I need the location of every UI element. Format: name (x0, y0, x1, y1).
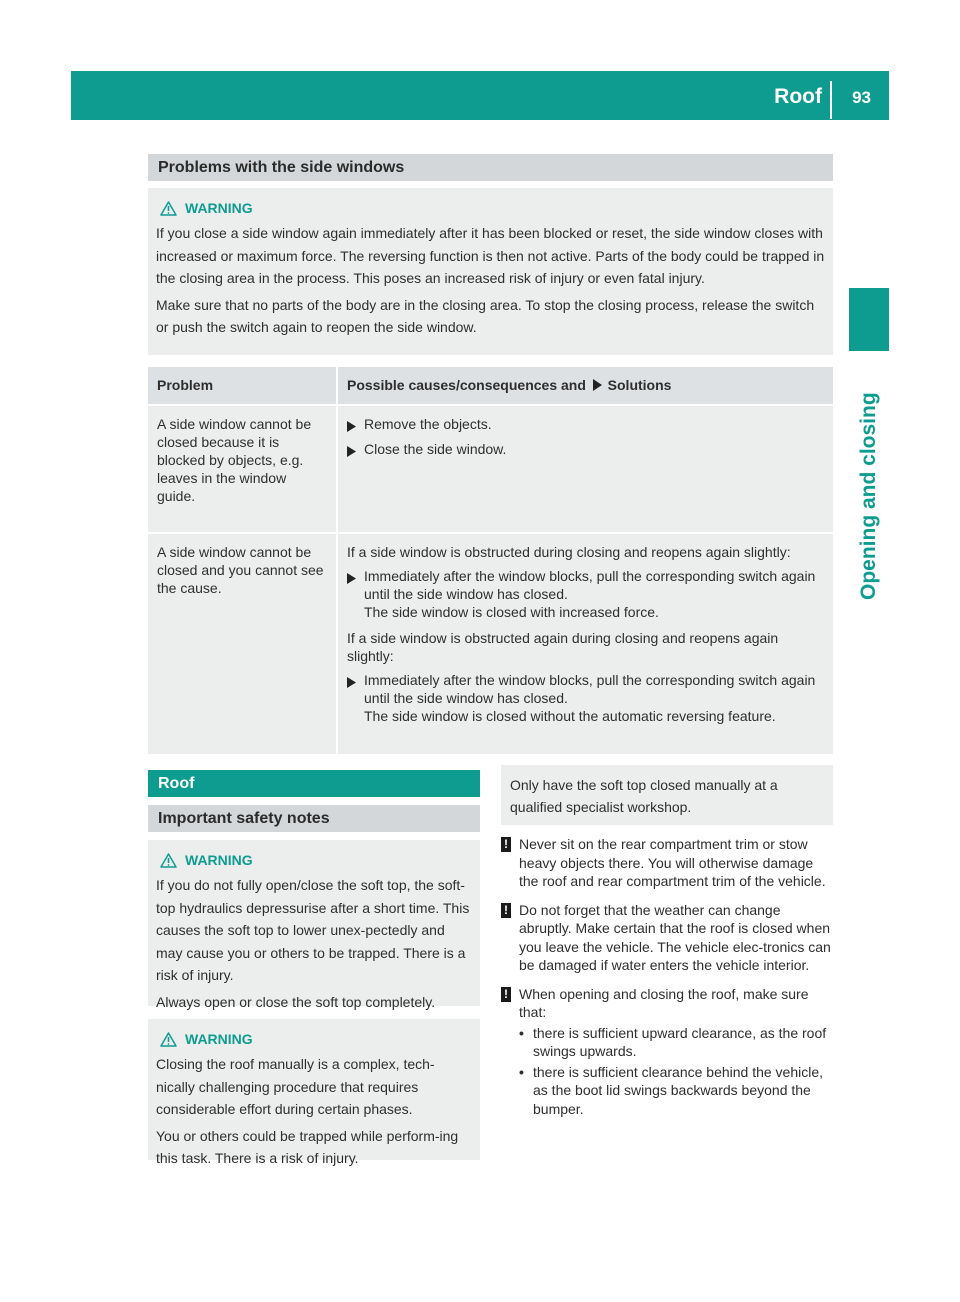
warning-label: WARNING (185, 200, 253, 216)
exclamation-icon: ! (501, 903, 511, 918)
action-arrow-icon (347, 446, 356, 457)
caution-note: ! Never sit on the rear compartment trim or stow heavy objects there. You will otherwise damage the roof and rear compartment trim of the vehicle. (501, 835, 833, 891)
action-arrow-icon (347, 573, 356, 584)
table-row (148, 534, 833, 756)
action-arrow-icon (592, 379, 602, 391)
problem-cell: A side window cannot be closed because it is blocked by objects, e.g. leaves in the window guide. (148, 406, 336, 534)
warning-instruction: Always open or close the soft top completely. (156, 993, 436, 1010)
action-step: Immediately after the window blocks, pull the corresponding switch again until the side window has closed. The side window is closed with increased force. (347, 567, 825, 621)
warning-instruction: Make sure that no parts of the body are in the closing area. To stop the closing process, release the switch or push the switch again to reopen the side window. (156, 296, 815, 335)
page-header-bar (71, 71, 889, 120)
solution-cell (336, 406, 833, 534)
result-text: The side window is closed with increased force. (364, 604, 659, 620)
table-header-row (148, 367, 833, 406)
page-number: 93 (852, 88, 871, 107)
exclamation-icon: ! (501, 837, 511, 852)
list-item: • there is sufficient clearance behind the vehicle, as the boot lid swings backwards beyond the bumper. (519, 1063, 824, 1117)
problem-cell: A side window cannot be closed and you cannot see the cause. (148, 534, 336, 756)
soft-top-warning (148, 840, 480, 1010)
table-row (148, 406, 833, 534)
action-step: Close the side window. (347, 440, 825, 461)
warning-text: If you do not fully open/close the soft top, the soft-top hydraulics depressurise after a short time. This causes the soft top to lower unex-pectedly and may cause you or others to be trapped. There is a risk of injury. (156, 877, 470, 983)
caution-note: ! Do not forget that the weather can change abruptly. Make certain that the roof is closed when you leave the vehicle. The vehicle elec-tronics can be damaged if water enters the vehicle interior. (501, 901, 833, 975)
problem-solution-table (148, 367, 833, 756)
side-windows-heading: Problems with the side windows (148, 154, 833, 181)
action-arrow-icon (347, 677, 356, 688)
warning-title (160, 850, 472, 870)
roof-notes-column (501, 765, 833, 1118)
section-title: Roof (774, 85, 822, 108)
warning-triangle-icon (160, 201, 177, 216)
side-windows-warning (148, 188, 833, 355)
exclamation-icon: ! (501, 987, 511, 1002)
header-divider (830, 81, 832, 119)
warning-triangle-icon (160, 1032, 177, 1047)
caution-note: ! When opening and closing the roof, make sure that: • there is sufficient upward clearance, as the roof swings upwards. • there is sufficient clearance behind the vehicle, as the boot lid swings backwards beyond the bumper. (501, 985, 833, 1119)
manual-close-warning (148, 1019, 480, 1166)
warning-label: WARNING (185, 1031, 253, 1047)
warning-triangle-icon (160, 853, 177, 868)
action-step: Immediately after the window blocks, pull the corresponding switch again until the side window has closed. The side window is closed without the automatic reversing feature. (347, 671, 825, 725)
bullet-icon: • (519, 1024, 524, 1041)
warning-title (160, 1029, 472, 1049)
warning-title (160, 198, 825, 218)
action-arrow-icon (347, 421, 356, 432)
safety-notes-heading: Important safety notes (148, 805, 480, 832)
bullet-icon: • (519, 1063, 524, 1080)
solution-intro: If a side window is obstructed during closing and reopens again slightly: (347, 544, 791, 560)
col-header-solutions: Possible causes/consequences and Solutions (336, 367, 833, 406)
warning-text: You or others could be trapped while perform-ing this task. There is a risk of injury. (156, 1127, 459, 1166)
list-item: • there is sufficient upward clearance, as the roof swings upwards. (519, 1024, 827, 1059)
warning-text: Closing the roof manually is a complex, tech-nically challenging procedure that requires considerable effort during certain phases. (156, 1056, 435, 1117)
result-text: The side window is closed without the automatic reversing feature. (364, 708, 776, 724)
solution-cell (336, 534, 833, 756)
roof-heading: Roof (148, 770, 480, 797)
chapter-label: Opening and closing (857, 392, 880, 600)
warning-text: If you close a side window again immediately after it has been blocked or reset, the side window closes with increased or maximum force. The reversing function is then not active. Parts of the body could be trapped in the closing area in the process. This poses an increased risk of injury or even fatal injury. (156, 225, 825, 286)
solution-intro: If a side window is obstructed again during closing and reopens again slightly: (347, 630, 779, 664)
warning-label: WARNING (185, 852, 253, 868)
workshop-note-box: Only have the soft top closed manually at a qualified specialist workshop. (501, 765, 833, 825)
action-step: Remove the objects. (347, 415, 825, 436)
col-header-problem: Problem (148, 367, 336, 406)
